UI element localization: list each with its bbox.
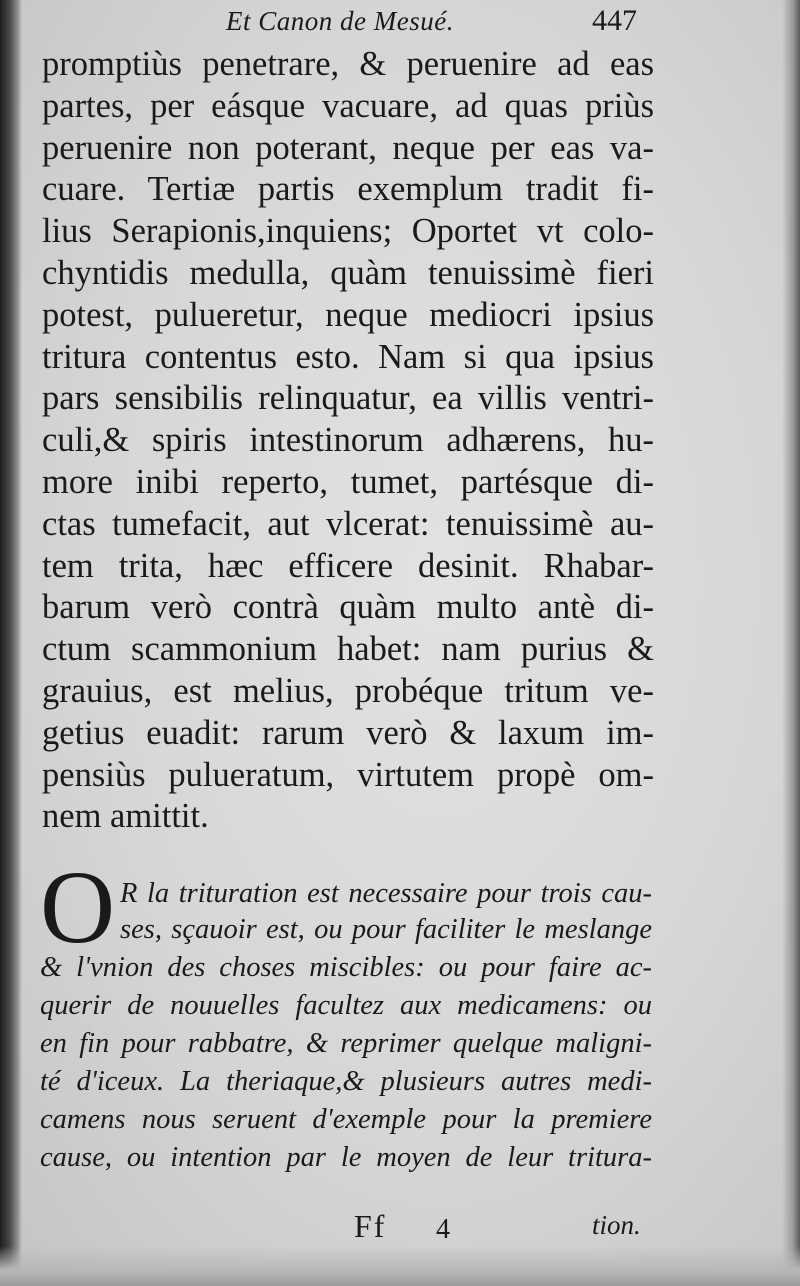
latin-line: lius Serapionis,inquiens; Oportet vt colo- — [42, 212, 654, 251]
latin-line: tritura contentus esto. Nam si qua ipsius — [42, 337, 654, 376]
latin-line: getius euadit: rarum verò & laxum im- — [42, 713, 654, 752]
french-line: ses, sçauoir est, ou pour faciliter le meslange — [120, 914, 652, 945]
page-footer — [0, 1196, 800, 1256]
french-line: cause, ou intention par le moyen de leur tritura- — [40, 1142, 652, 1173]
latin-line: cuare. Tertiæ partis exemplum tradit fi- — [42, 170, 654, 209]
running-head: Et Canon de Mesué. — [226, 6, 454, 36]
page-number: 447 — [592, 4, 637, 37]
latin-line: nem amittit. — [42, 797, 209, 836]
french-line: camens nous seruent d'exemple pour la premiere — [40, 1104, 652, 1135]
latin-line: ctas tumefacit, aut vlcerat: tenuissimè au- — [42, 504, 654, 543]
latin-line: potest, pulueretur, neque mediocri ipsius — [42, 295, 654, 334]
french-commentary-block — [40, 850, 656, 1194]
latin-line: barum verò contrà quàm multo antè di- — [42, 588, 654, 627]
page-header — [0, 2, 800, 42]
french-line: té d'iceux. La theriaque,& plusieurs autres medi- — [40, 1066, 652, 1097]
latin-text-block — [42, 44, 654, 838]
latin-line: peruenire non poterant, neque per eas va- — [42, 128, 654, 167]
drop-cap-initial: O — [40, 850, 116, 965]
french-line: querir de nouuelles facultez aux medicamens: ou — [40, 990, 652, 1021]
latin-line: grauius, est melius, probéque tritum ve- — [42, 671, 654, 710]
latin-line: tem trita, hæc efficere desinit. Rhabar- — [42, 546, 654, 585]
latin-line: more inibi reperto, tumet, partésque di- — [42, 462, 654, 501]
latin-line: pars sensibilis relinquatur, ea villis ventri- — [42, 379, 654, 418]
french-line: & l'vnion des choses miscibles: ou pour faire ac- — [40, 952, 652, 983]
page-edge-shadow — [782, 0, 800, 1286]
latin-line: partes, per eásque vacuare, ad quas priùs — [42, 86, 654, 125]
catchword: tion. — [592, 1210, 641, 1240]
french-line: en fin pour rabbatre, & reprimer quelque maligni- — [40, 1028, 652, 1059]
signature-mark: Ff — [354, 1208, 387, 1244]
latin-line: culi,& spiris intestinorum adhærens, hu- — [42, 421, 654, 460]
page-gutter-shadow — [0, 0, 22, 1286]
signature-number: 4 — [436, 1214, 450, 1245]
latin-line: pensiùs pulueratum, virtutem propè om- — [42, 755, 654, 794]
latin-line: promptiùs penetrare, & peruenire ad eas — [42, 45, 654, 83]
latin-line: chyntidis medulla, quàm tenuissimè fieri — [42, 253, 654, 292]
latin-line: ctum scammonium habet: nam purius & — [42, 630, 654, 669]
french-line: R la trituration est necessaire pour trois cau- — [120, 878, 652, 909]
